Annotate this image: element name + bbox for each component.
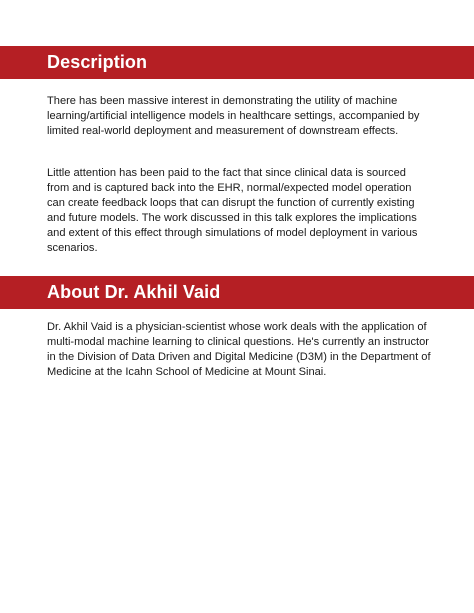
about-heading: About Dr. Akhil Vaid	[47, 282, 221, 302]
description-heading: Description	[47, 52, 148, 72]
description-paragraph-2: Little attention has been paid to the fact that since clinical data is sourced from and is captured back into the EHR, normal/expected model operation can create feedback loops that can disrupt the function of currently existing and future models. The work discussed in this talk explores the implications and extent of this effect through simulations of model deployment in various scenarios.	[47, 167, 418, 254]
description-paragraph-1: There has been massive interest in demonstrating the utility of machine learning/artificial intelligence models in healthcare settings, accompanied by limited real-world deployment and measurement of downstream effects.	[47, 95, 420, 137]
about-paragraph: Dr. Akhil Vaid is a physician-scientist whose work deals with the application of multi-modal machine learning to clinical questions. He's currently an instructor in the Division of Data Driven and Digital Medicine (D3M) in the Department of Medicine at the Icahn School of Medicine at Mount Sinai.	[47, 321, 431, 378]
description-header-band	[0, 46, 474, 79]
about-header-band	[0, 276, 474, 309]
